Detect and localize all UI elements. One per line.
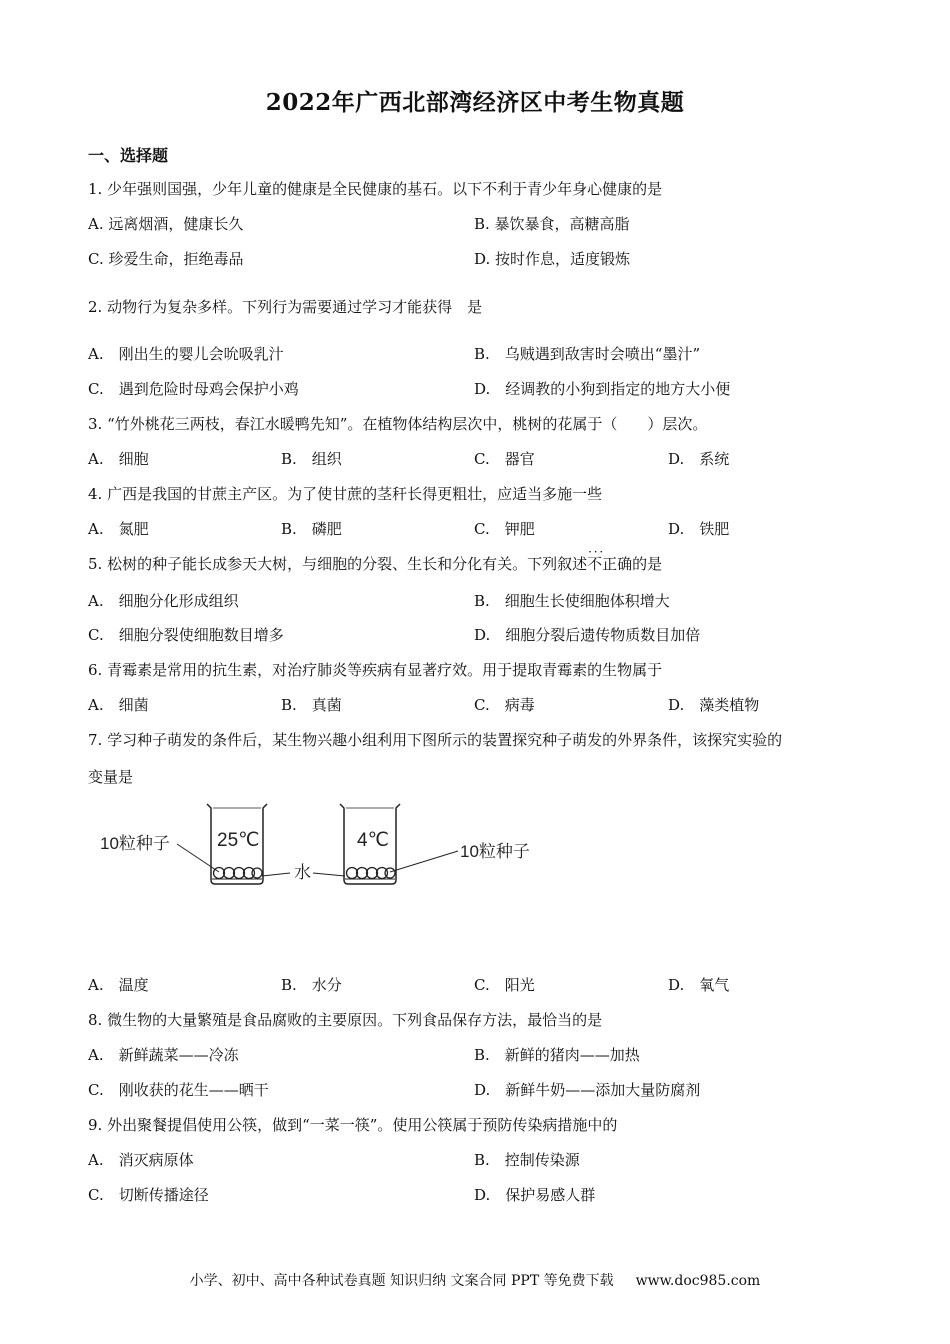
page-footer <box>0 1270 950 1290</box>
option-row <box>88 1184 868 1206</box>
footer-text: 小学、初中、高中各种试卷真题 知识归纳 文案合同 PPT 等免费下载 <box>189 1273 614 1289</box>
option-row <box>88 1079 868 1101</box>
option-row <box>88 974 868 996</box>
option-row <box>88 590 868 612</box>
option-a: A. 细菌 <box>88 696 149 714</box>
option-row <box>88 248 868 270</box>
option-a: A. 新鲜蔬菜——冷冻 <box>88 1046 239 1064</box>
option-row <box>88 1149 868 1171</box>
option-b: B. 水分 <box>281 976 342 994</box>
option-d: D. 氧气 <box>668 976 730 994</box>
option-b: B. 暴饮暴食，高糖高脂 <box>474 215 630 233</box>
section-heading: 一、选择题 <box>88 146 169 165</box>
option-c: C. 钾肥 <box>474 520 535 538</box>
option-d: D. 新鲜牛奶——添加大量防腐剂 <box>474 1081 701 1099</box>
question-stem-continued: 变量是 <box>88 768 134 786</box>
option-row <box>88 448 868 470</box>
option-c: C. 刚收获的花生——晒干 <box>88 1081 269 1099</box>
option-a: A. 刚出生的婴儿会吮吸乳汁 <box>88 345 284 363</box>
question-stem <box>88 553 662 574</box>
footer-url[interactable]: www.doc985.com <box>635 1273 761 1289</box>
left-seed-pointer <box>177 844 219 872</box>
question-stem: 2. 动物行为复杂多样。下列行为需要通过学习才能获得 是 <box>88 298 483 316</box>
right-seed-pointer <box>390 851 458 872</box>
option-d: D. 系统 <box>668 450 730 468</box>
left-seed-label: 10粒种子 <box>100 834 170 853</box>
option-a: A. 温度 <box>88 976 149 994</box>
question-stem: 6. 青霉素是常用的抗生素，对治疗肺炎等疾病有显著疗效。用于提取青霉素的生物属于 <box>88 661 663 679</box>
option-a: A. 消灭病原体 <box>88 1151 194 1169</box>
page-title: 2022年广西北部湾经济区中考生物真题 <box>265 89 685 116</box>
question-stem: 9. 外出聚餐提倡使用公筷，做到“一菜一筷”。使用公筷属于预防传染病措施中的 <box>88 1116 618 1134</box>
option-c: C. 器官 <box>474 450 535 468</box>
option-d: D. 细胞分裂后遗传物质数目加倍 <box>474 626 701 644</box>
option-b: B. 新鲜的猪肉——加热 <box>474 1046 640 1064</box>
emphasis-text: 不正确 · · · <box>587 555 632 573</box>
option-c: C. 细胞分裂使细胞数目增多 <box>88 626 284 644</box>
seed-germination-figure <box>95 800 555 900</box>
option-row <box>88 1044 868 1066</box>
option-c: C. 珍爱生命，拒绝毒品 <box>88 250 244 268</box>
option-a: A. 氮肥 <box>88 520 149 538</box>
option-a: A. 细胞分化形成组织 <box>88 592 239 610</box>
question-stem: 4. 广西是我国的甘蔗主产区。为了使甘蔗的茎秆长得更粗壮，应适当多施一些 <box>88 485 603 503</box>
question-stem: 1. 少年强则国强，少年儿童的健康是全民健康的基石。以下不利于青少年身心健康的是 <box>88 180 663 198</box>
question-stem: 7. 学习种子萌发的条件后，某生物兴趣小组利用下图所示的装置探究种子萌发的外界条件，该探究实验的 <box>88 731 783 749</box>
stem-suffix: 的是 <box>632 555 663 573</box>
option-b: B. 控制传染源 <box>474 1151 580 1169</box>
water-pointer-right <box>313 873 345 876</box>
option-d: D. 铁肥 <box>668 520 730 538</box>
option-d: D. 经调教的小狗到指定的地方大小便 <box>474 380 731 398</box>
option-c: C. 切断传播途径 <box>88 1186 209 1204</box>
option-row <box>88 624 868 646</box>
question-stem: 3. “竹外桃花三两枝，春江水暖鸭先知”。在植物体结构层次中，桃树的花属于（ ）层次。 <box>88 415 708 433</box>
option-d: D. 藻类植物 <box>668 696 760 714</box>
stem-prefix: 5. 松树的种子能长成参天大树，与细胞的分裂、生长和分化有关。下列叙述 <box>88 555 588 573</box>
option-c: C. 阳光 <box>474 976 535 994</box>
option-b: B. 组织 <box>281 450 342 468</box>
option-b: B. 真菌 <box>281 696 342 714</box>
option-c: C. 病毒 <box>474 696 535 714</box>
option-c: C. 遇到危险时母鸡会保护小鸡 <box>88 380 299 398</box>
option-b: B. 乌贼遇到敌害时会喷出“墨汁” <box>474 345 701 363</box>
option-d: D. 按时作息，适度锻炼 <box>474 250 631 268</box>
option-row <box>88 694 868 716</box>
option-row <box>88 518 868 540</box>
right-temperature: 4℃ <box>357 830 389 851</box>
option-a: A. 远离烟酒，健康长久 <box>88 215 244 233</box>
option-b: B. 细胞生长使细胞体积增大 <box>474 592 670 610</box>
right-seed-label: 10粒种子 <box>460 842 530 861</box>
question-stem: 8. 微生物的大量繁殖是食品腐败的主要原因。下列食品保存方法，最恰当的是 <box>88 1011 603 1029</box>
option-a: A. 细胞 <box>88 450 149 468</box>
left-temperature: 25℃ <box>217 830 260 851</box>
option-row <box>88 213 868 235</box>
option-d: D. 保护易感人群 <box>474 1186 596 1204</box>
water-pointer-left <box>262 873 290 876</box>
water-label: 水 <box>294 863 311 882</box>
option-b: B. 磷肥 <box>281 520 342 538</box>
option-row <box>88 343 868 365</box>
option-row <box>88 378 868 400</box>
